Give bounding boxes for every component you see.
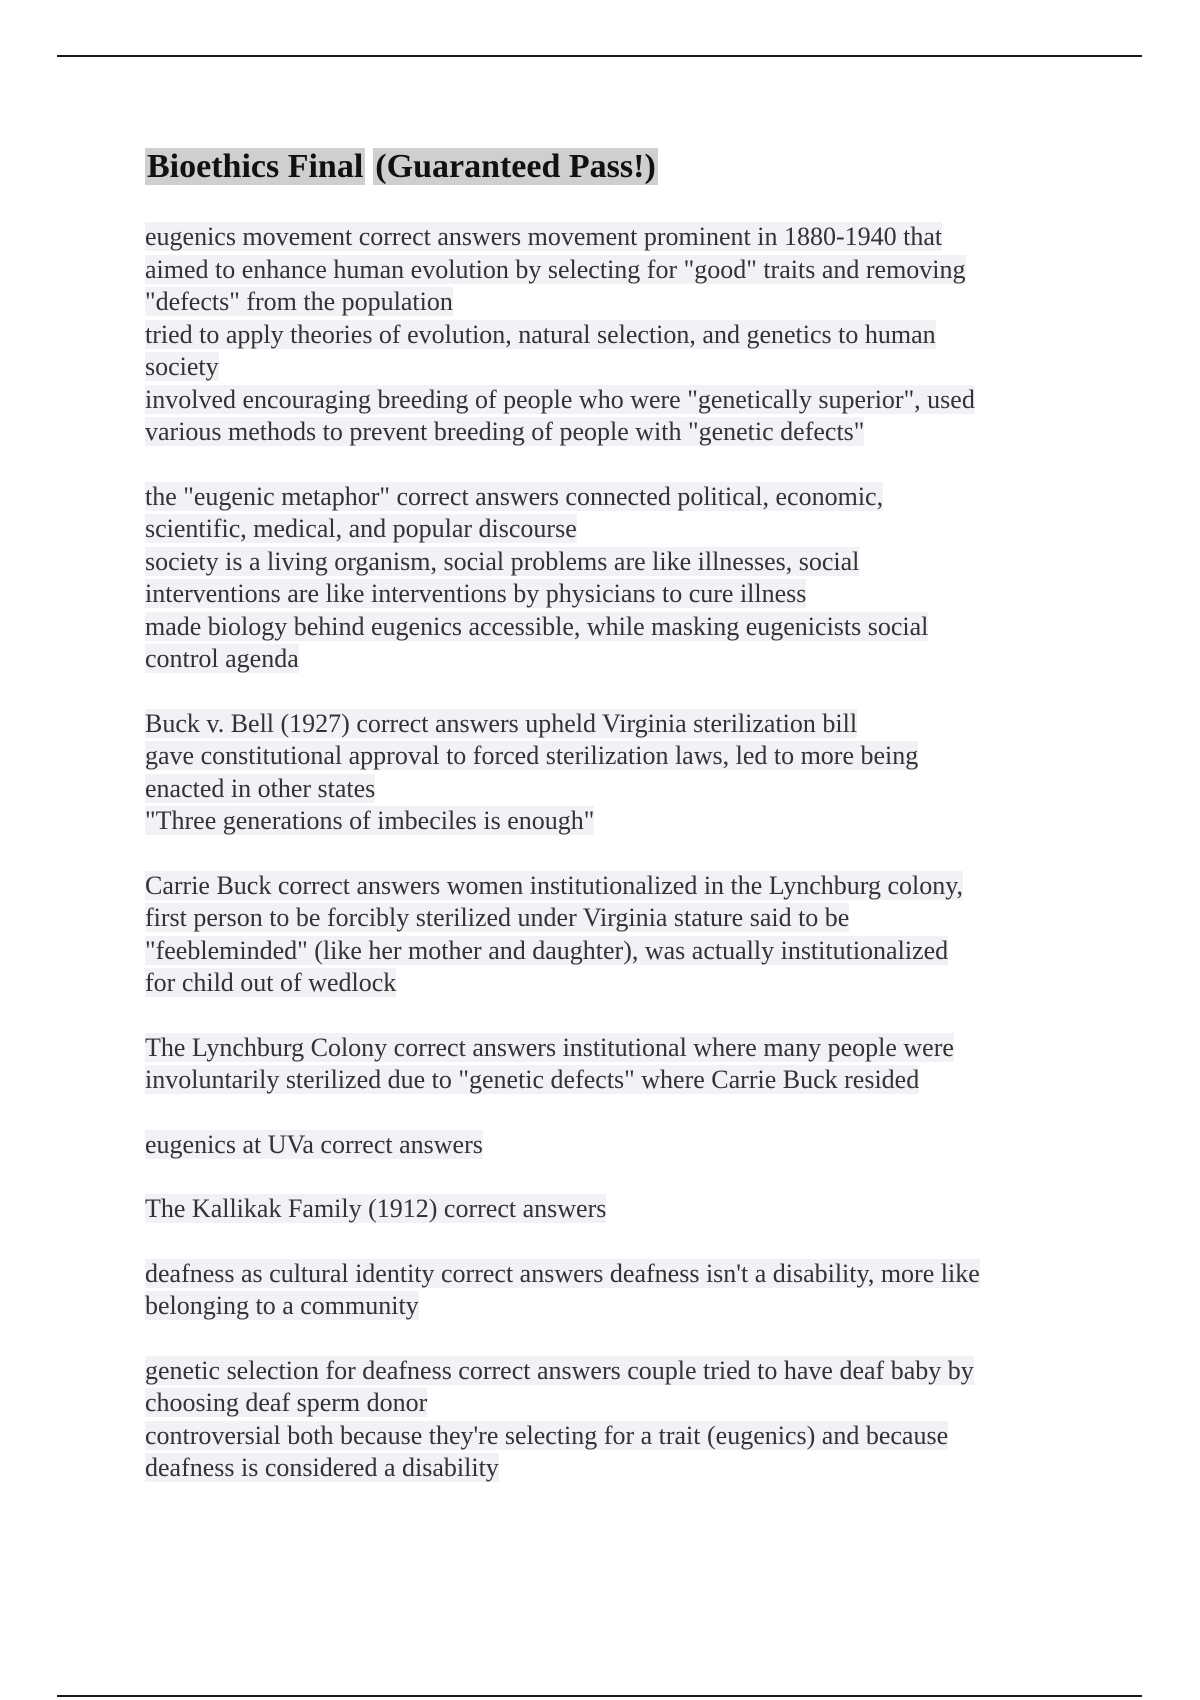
entry-line bbox=[145, 1290, 1075, 1323]
document-title bbox=[145, 145, 1075, 189]
entry-line bbox=[145, 805, 1075, 838]
entry-line-text: "defects" from the population bbox=[145, 287, 453, 316]
entry-line-text: scientific, medical, and popular discourse bbox=[145, 514, 577, 543]
entry-line bbox=[145, 773, 1075, 806]
entry-line-text: various methods to prevent breeding of people with "genetic defects" bbox=[145, 417, 865, 446]
entry-line bbox=[145, 643, 1075, 676]
entry-line-text: interventions are like interventions by physicians to cure illness bbox=[145, 579, 807, 608]
entry-line bbox=[145, 935, 1075, 968]
entry-line bbox=[145, 481, 1075, 514]
top-rule bbox=[57, 55, 1142, 57]
flashcard-entry bbox=[145, 1193, 1075, 1226]
title-part-1: Bioethics Final bbox=[147, 148, 364, 185]
bottom-rule bbox=[57, 1695, 1142, 1697]
entry-line bbox=[145, 546, 1075, 579]
flashcard-entry bbox=[145, 481, 1075, 676]
entry-line-text: choosing deaf sperm donor bbox=[145, 1388, 428, 1417]
entry-line bbox=[145, 1129, 1075, 1162]
entry-line-text: involved encouraging breeding of people who were "genetically superior", used bbox=[145, 384, 975, 414]
entry-line bbox=[145, 967, 1075, 1000]
entry-line bbox=[145, 578, 1075, 611]
entry-line-text: for child out of wedlock bbox=[145, 968, 397, 997]
entry-line bbox=[145, 740, 1075, 773]
document-page bbox=[145, 145, 1075, 1517]
entry-line-text: society is a living organism, social problems are like illnesses, social bbox=[145, 546, 860, 576]
entry-line-text: deafness is considered a disability bbox=[145, 1453, 499, 1482]
entry-line bbox=[145, 870, 1075, 903]
entry-line-text: controversial both because they're selecting for a trait (eugenics) and because bbox=[145, 1420, 949, 1450]
flashcard-entry bbox=[145, 1355, 1075, 1485]
entry-line-text: eugenics at UVa correct answers bbox=[145, 1129, 483, 1159]
title-part-2: (Guaranteed Pass!) bbox=[375, 148, 656, 185]
entry-line-text: society bbox=[145, 352, 219, 381]
entry-line bbox=[145, 708, 1075, 741]
entry-line-text: belonging to a community bbox=[145, 1291, 419, 1320]
entry-line bbox=[145, 1064, 1075, 1097]
entry-line-text: The Lynchburg Colony correct answers institutional where many people were bbox=[145, 1032, 954, 1062]
entry-line-text: "feebleminded" (like her mother and daughter), was actually institutionalized bbox=[145, 935, 949, 965]
entry-line bbox=[145, 384, 1075, 417]
flashcard-list bbox=[145, 221, 1075, 1485]
entry-line-text: eugenics movement correct answers movement prominent in 1880-1940 that bbox=[145, 222, 943, 251]
entry-line bbox=[145, 1355, 1075, 1388]
entry-line bbox=[145, 1420, 1075, 1453]
entry-line-text: deafness as cultural identity correct answers deafness isn't a disability, more like bbox=[145, 1258, 980, 1288]
entry-line-text: involuntarily sterilized due to "genetic defects" where Carrie Buck resided bbox=[145, 1065, 920, 1094]
entry-line-text: tried to apply theories of evolution, natural selection, and genetics to human bbox=[145, 319, 936, 349]
flashcard-entry bbox=[145, 1032, 1075, 1097]
entry-line-text: "Three generations of imbeciles is enough" bbox=[145, 806, 595, 835]
flashcard-entry bbox=[145, 1129, 1075, 1162]
entry-line-text: The Kallikak Family (1912) correct answers bbox=[145, 1194, 607, 1223]
entry-line bbox=[145, 221, 1075, 254]
entry-line-text: genetic selection for deafness correct answers couple tried to have deaf baby by bbox=[145, 1355, 974, 1385]
entry-line bbox=[145, 1032, 1075, 1065]
entry-line bbox=[145, 1452, 1075, 1485]
entry-line bbox=[145, 319, 1075, 352]
entry-line-text: Carrie Buck correct answers women institutionalized in the Lynchburg colony, bbox=[145, 870, 964, 900]
entry-line bbox=[145, 286, 1075, 319]
flashcard-entry bbox=[145, 1258, 1075, 1323]
entry-line bbox=[145, 513, 1075, 546]
flashcard-entry bbox=[145, 870, 1075, 1000]
entry-line-text: made biology behind eugenics accessible, while masking eugenicists social bbox=[145, 611, 929, 641]
entry-line-text: the "eugenic metaphor" correct answers connected political, economic, bbox=[145, 481, 884, 511]
entry-line-text: enacted in other states bbox=[145, 773, 376, 803]
flashcard-entry bbox=[145, 708, 1075, 838]
entry-line bbox=[145, 416, 1075, 449]
entry-line bbox=[145, 351, 1075, 384]
entry-line bbox=[145, 1387, 1075, 1420]
entry-line-text: aimed to enhance human evolution by selecting for "good" traits and removing bbox=[145, 254, 966, 284]
entry-line-text: gave constitutional approval to forced sterilization laws, led to more being bbox=[145, 741, 919, 770]
entry-line bbox=[145, 902, 1075, 935]
entry-line-text: control agenda bbox=[145, 644, 299, 673]
entry-line bbox=[145, 254, 1075, 287]
entry-line-text: Buck v. Bell (1927) correct answers upheld Virginia sterilization bill bbox=[145, 708, 858, 738]
flashcard-entry bbox=[145, 221, 1075, 449]
entry-line bbox=[145, 1258, 1075, 1291]
entry-line-text: first person to be forcibly sterilized under Virginia stature said to be bbox=[145, 903, 850, 932]
entry-line bbox=[145, 1193, 1075, 1226]
entry-line bbox=[145, 611, 1075, 644]
